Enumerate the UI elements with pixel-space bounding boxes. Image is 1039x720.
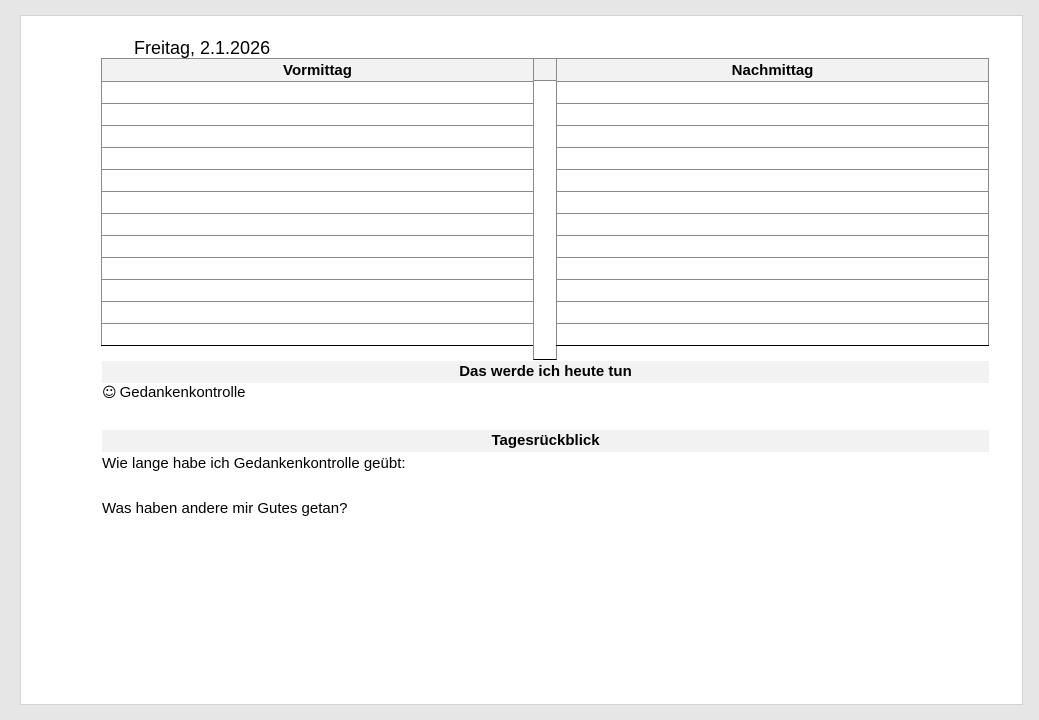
afternoon-row [557,236,989,258]
morning-row [102,324,534,346]
morning-row [102,258,534,280]
table-spacer-column [533,58,557,360]
review-question-2: Was haben andere mir Gutes getan? [102,500,348,517]
morning-row [102,214,534,236]
afternoon-row [557,82,989,104]
morning-cell[interactable] [102,236,534,258]
afternoon-cell[interactable] [557,148,989,170]
afternoon-header: Nachmittag [557,59,989,82]
afternoon-cell[interactable] [557,302,989,324]
morning-row [102,192,534,214]
morning-table [101,58,534,346]
afternoon-cell[interactable] [557,214,989,236]
afternoon-row [557,302,989,324]
plan-item [102,383,246,403]
morning-row [102,170,534,192]
plan-section-title: Das werde ich heute tun [102,361,989,383]
afternoon-cell[interactable] [557,258,989,280]
morning-cell[interactable] [102,82,534,104]
afternoon-row [557,126,989,148]
afternoon-cell[interactable] [557,82,989,104]
morning-cell[interactable] [102,214,534,236]
afternoon-table [556,58,989,346]
afternoon-cell[interactable] [557,104,989,126]
afternoon-cell[interactable] [557,170,989,192]
morning-row [102,280,534,302]
morning-cell[interactable] [102,148,534,170]
morning-row [102,104,534,126]
morning-row [102,236,534,258]
morning-cell[interactable] [102,302,534,324]
afternoon-cell[interactable] [557,324,989,346]
smiley-icon: ☺ [102,385,117,401]
afternoon-cell[interactable] [557,192,989,214]
afternoon-row [557,214,989,236]
morning-row [102,126,534,148]
spacer-header [534,58,556,81]
afternoon-cell[interactable] [557,280,989,302]
review-section-title: Tagesrückblick [102,430,989,452]
afternoon-row [557,280,989,302]
afternoon-row [557,104,989,126]
morning-cell[interactable] [102,126,534,148]
morning-cell[interactable] [102,258,534,280]
afternoon-row [557,170,989,192]
afternoon-row [557,192,989,214]
morning-row [102,82,534,104]
morning-cell[interactable] [102,192,534,214]
morning-row [102,148,534,170]
afternoon-row [557,148,989,170]
review-question-1: Wie lange habe ich Gedankenkontrolle geübt: [102,455,406,472]
morning-row [102,302,534,324]
afternoon-cell[interactable] [557,236,989,258]
afternoon-cell[interactable] [557,126,989,148]
plan-item-label: Gedankenkontrolle [119,384,246,401]
morning-cell[interactable] [102,280,534,302]
morning-cell[interactable] [102,324,534,346]
morning-cell[interactable] [102,104,534,126]
afternoon-row [557,258,989,280]
morning-cell[interactable] [102,170,534,192]
page-date: Freitag, 2.1.2026 [134,38,271,58]
afternoon-row [557,324,989,346]
morning-header: Vormittag [102,59,534,82]
